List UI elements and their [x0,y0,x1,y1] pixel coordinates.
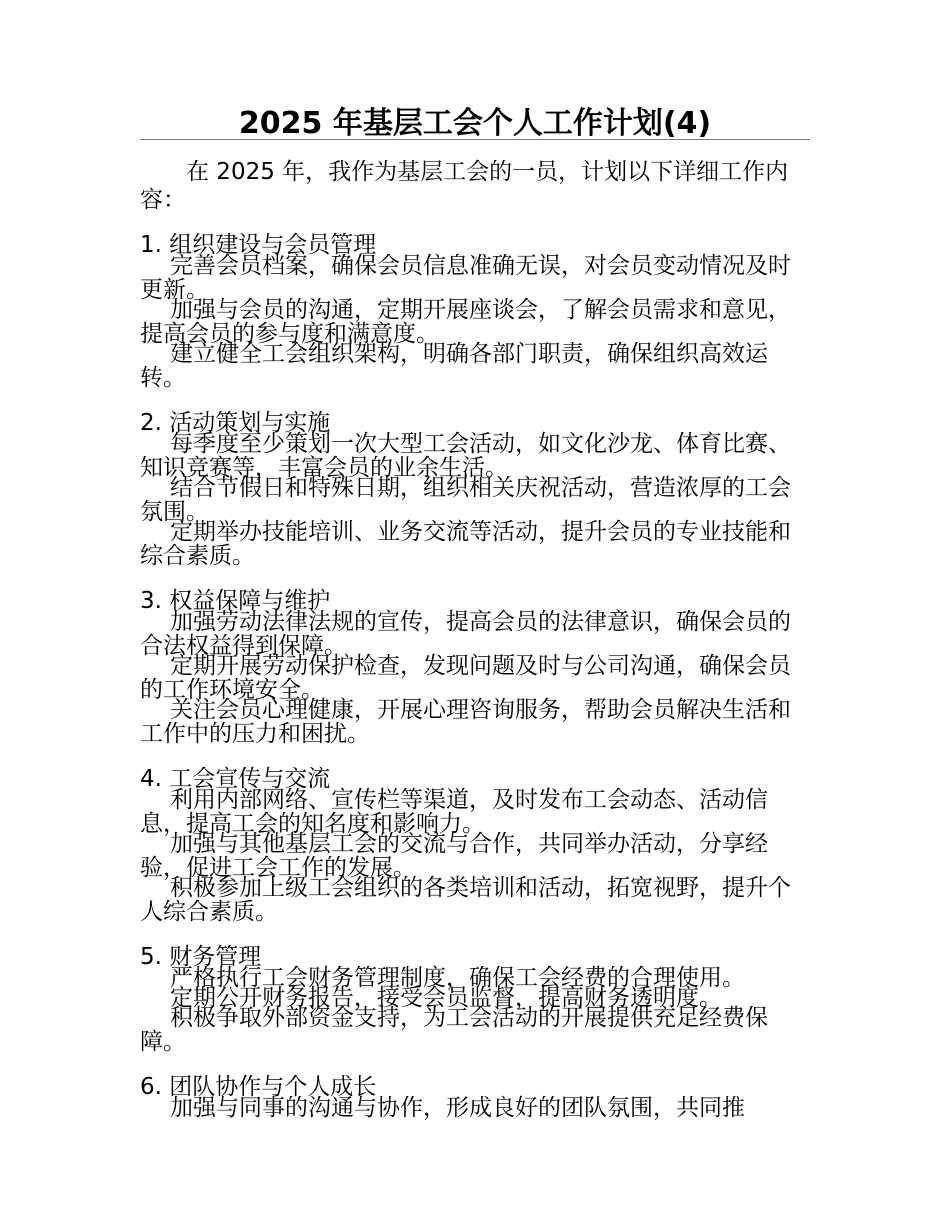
section-item: 加强与其他基层工会的交流与合作，共同举办活动，分享经验，促进工会工作的发展。 [140,831,768,881]
section-organization [140,232,795,390]
section-item: 严格执行工会财务管理制度，确保工会经费的合理使用。 [170,965,745,991]
section-heading: 6. 团队协作与个人成长 [140,1074,377,1100]
section-item: 每季度至少策划一次大型工会活动，如文化沙龙、体育比赛、知识竞赛等，丰富会员的业余生活。 [140,431,791,481]
intro-paragraph: 在 2025 年，我作为基层工会的一员，计划以下详细工作内容： [140,159,789,213]
section-activities [140,410,795,568]
section-heading: 3. 权益保障与维护 [140,588,331,614]
section-heading: 5. 财务管理 [140,944,262,970]
title-underline [140,139,810,140]
document-body [140,158,795,1140]
section-item: 结合节假日和特殊日期，组织相关庆祝活动，营造浓厚的工会氛围。 [140,475,791,525]
section-item: 关注会员心理健康，开展心理咨询服务，帮助会员解决生活和工作中的压力和困扰。 [140,697,791,747]
section-item: 建立健全工会组织架构，明确各部门职责，确保组织高效运转。 [140,341,768,391]
section-item: 利用内部网络、宣传栏等渠道，及时发布工会动态、活动信息，提高工会的知名度和影响力。 [140,787,768,837]
section-item: 加强与同事的沟通与协作，形成良好的团队氛围，共同推 [170,1095,745,1121]
section-publicity [140,766,795,924]
section-heading: 1. 组织建设与会员管理 [140,232,377,258]
section-heading: 2. 活动策划与实施 [140,410,331,436]
section-rights [140,588,795,746]
section-teamwork [140,1074,795,1120]
section-item: 积极参加上级工会组织的各类培训和活动，拓宽视野，提升个人综合素质。 [140,875,791,925]
section-item: 完善会员档案，确保会员信息准确无误，对会员变动情况及时更新。 [140,253,791,303]
section-item: 加强与会员的沟通，定期开展座谈会，了解会员需求和意见，提高会员的参与度和满意度。 [140,297,791,347]
section-item: 定期公开财务报告，接受会员监督，提高财务透明度。 [170,985,722,1011]
section-finance [140,944,795,1054]
section-item: 积极争取外部资金支持，为工会活动的开展提供充足经费保障。 [140,1005,768,1055]
section-item: 定期举办技能培训、业务交流等活动，提升会员的专业技能和综合素质。 [140,519,791,569]
section-item: 加强劳动法律法规的宣传，提高会员的法律意识，确保会员的合法权益得到保障。 [140,609,791,659]
document-title: 2025 年基层工会个人工作计划(4) [238,106,712,141]
section-item: 定期开展劳动保护检查，发现问题及时与公司沟通，确保会员的工作环境安全。 [140,653,791,703]
section-heading: 4. 工会宣传与交流 [140,766,331,792]
